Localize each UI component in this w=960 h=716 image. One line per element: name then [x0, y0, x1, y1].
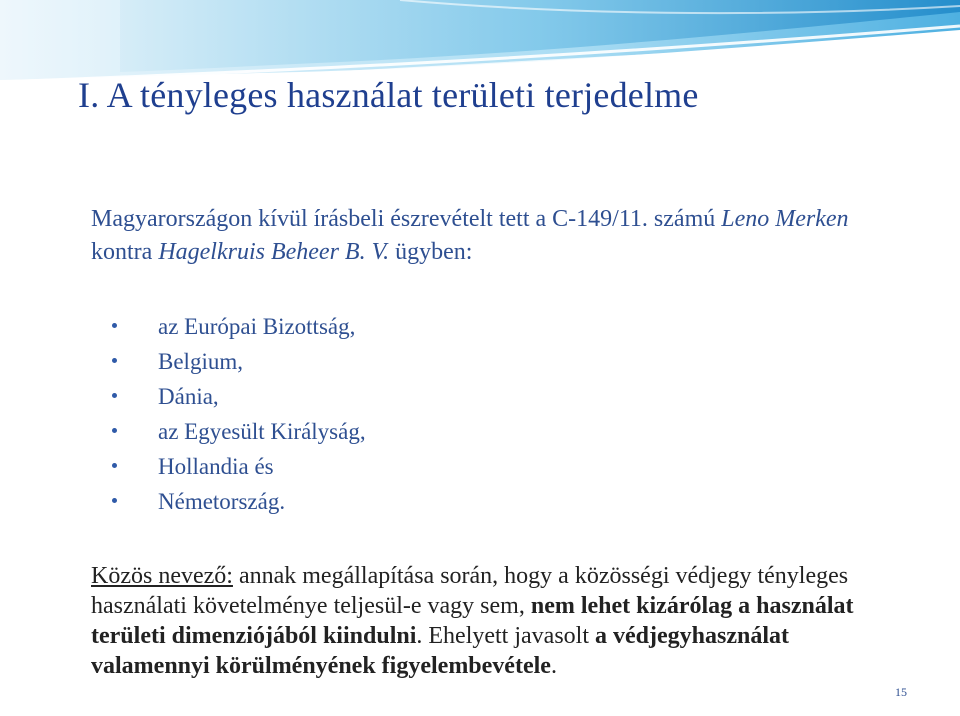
conclusion-paragraph [91, 561, 911, 681]
conclusion-text-3: . [550, 653, 557, 679]
bullet-icon [112, 428, 117, 433]
slide-title: I. A tényleges használat területi terjedelme [78, 75, 699, 115]
bullet-icon [112, 498, 117, 503]
bullet-icon [112, 323, 117, 328]
list-item-label: Hollandia és [158, 454, 274, 479]
party-1: Leno Merken [721, 206, 849, 232]
bullet-icon [112, 358, 117, 363]
party-2: Hagelkruis Beheer B. V. [158, 239, 390, 265]
list-item [112, 484, 366, 519]
intro-text-1: Magyarországon kívül írásbeli észrevételt tett a C-149/11. számú [91, 206, 722, 232]
intro-text-2: kontra [91, 239, 159, 265]
list-item-label: Dánia, [158, 384, 219, 409]
intro-paragraph [91, 203, 911, 269]
intro-text-3: ügyben: [389, 239, 473, 265]
list-item-label: Németország. [158, 489, 286, 514]
list-item [112, 414, 366, 449]
conclusion-text-1: annak megállapítása során, hogy a közösségi védjegy tényleges használati követelménye teljesül-e vagy sem, [91, 563, 849, 619]
conclusion-bold-2: a védjegyhasználat valamennyi körülményének figyelembevétele [91, 623, 789, 679]
conclusion-bold-1: nem lehet kizárólag a használat területi dimenziójából kiindulni [91, 593, 854, 649]
page-number: 15 [895, 685, 907, 699]
submitters-list [112, 309, 366, 519]
list-item [112, 344, 366, 379]
bullet-icon [112, 463, 117, 468]
list-item [112, 309, 366, 344]
list-item [112, 449, 366, 484]
list-item-label: az Egyesült Királyság, [158, 419, 366, 444]
list-item [112, 379, 366, 414]
conclusion-label: Közös nevező: [91, 563, 233, 589]
list-item-label: az Európai Bizottság, [158, 314, 356, 339]
list-item-label: Belgium, [158, 349, 243, 374]
bullet-icon [112, 393, 117, 398]
conclusion-text-2: . Ehelyett javasolt [416, 623, 595, 649]
